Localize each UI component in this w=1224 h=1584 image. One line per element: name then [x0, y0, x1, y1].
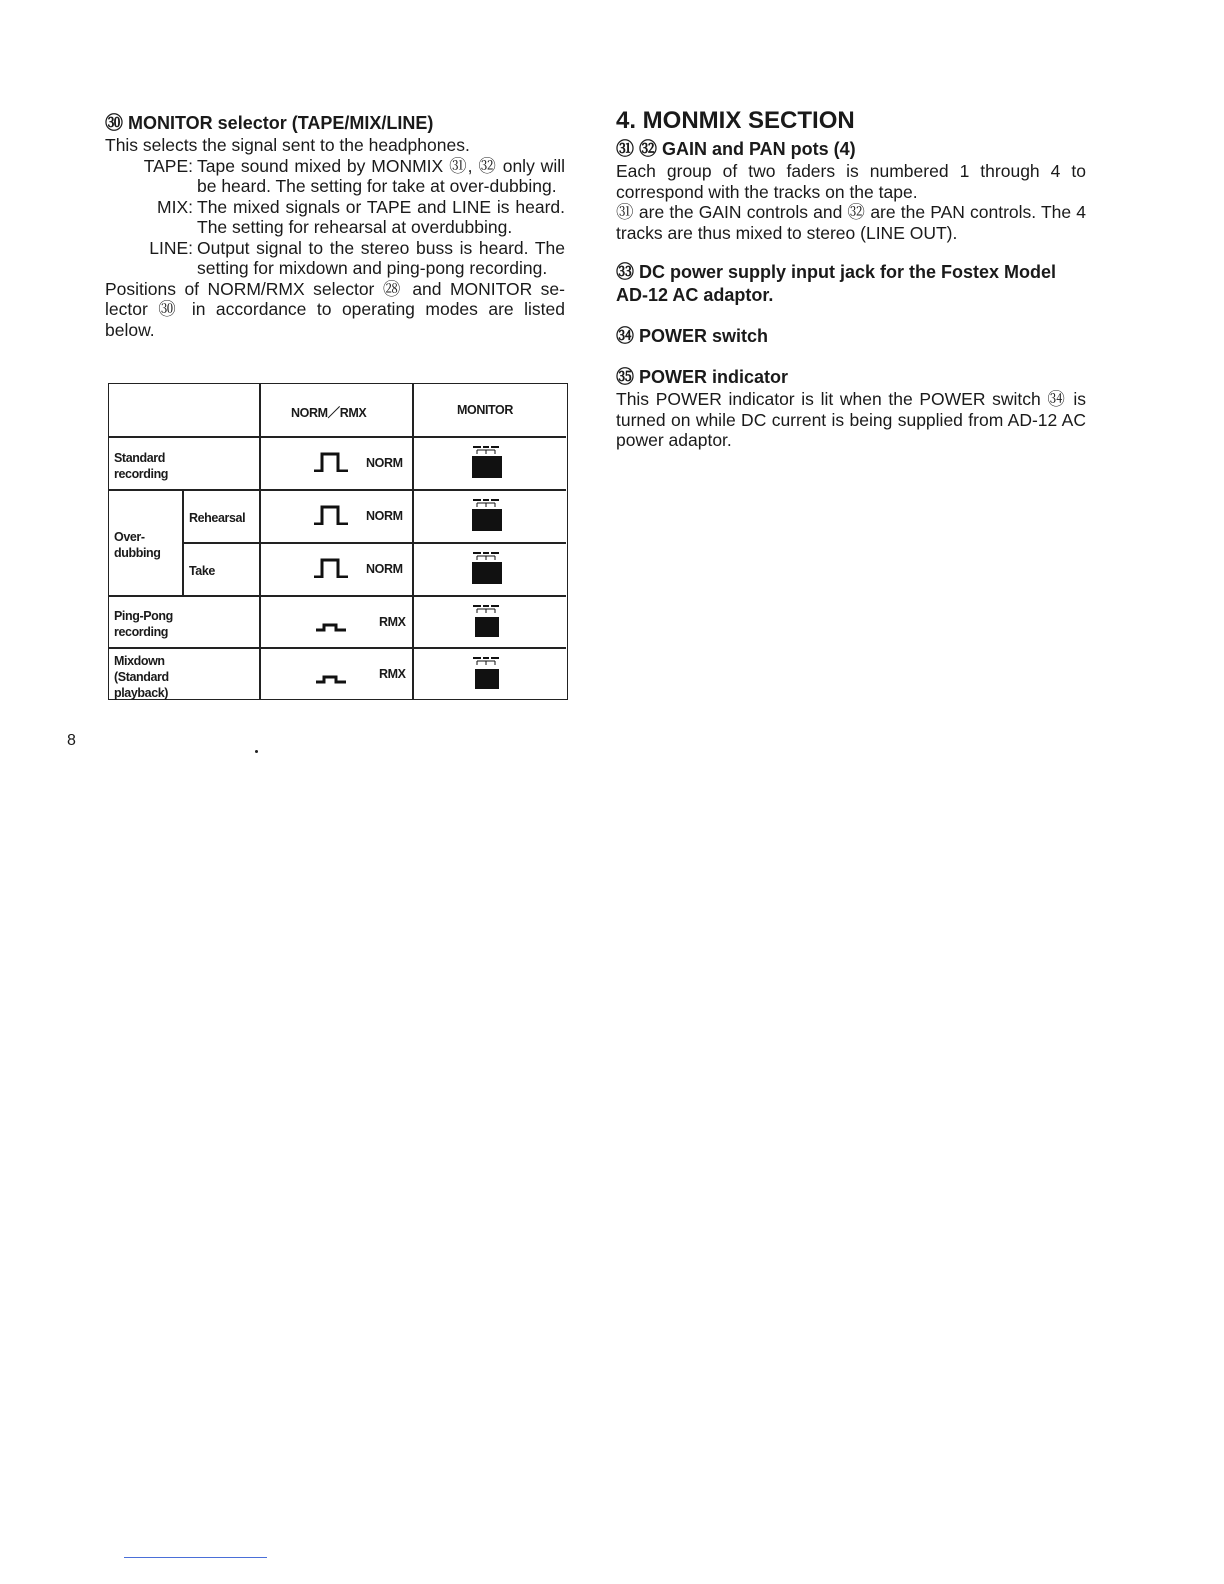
- def-term: LINE:: [149, 237, 193, 258]
- row-group-label: Over-dubbing: [114, 530, 161, 560]
- def-desc: The mixed signals or TAPE and LINE is heard. The setting for rehearsal at overdubbing.: [197, 196, 565, 237]
- rmx-switch-icon: [316, 622, 346, 632]
- monitor-switch-icon: [469, 603, 505, 639]
- def-tape: [105, 156, 565, 197]
- monitor-switch-icon: [469, 550, 505, 586]
- def-term: TAPE:: [143, 155, 193, 176]
- table-divider: [109, 436, 566, 438]
- norm-rmx-value: RMX: [379, 615, 406, 629]
- power-indicator-heading: ㉟ POWER indicator: [616, 367, 789, 387]
- table-divider: [109, 647, 566, 649]
- def-term: MIX:: [157, 196, 193, 217]
- spacer: [616, 243, 1086, 261]
- rmx-switch-icon: [316, 674, 346, 684]
- header-norm-rmx: NORM／RMX: [291, 406, 367, 420]
- power-indicator-text: This POWER indicator is lit when the POWER switch ㉞ is turned on while DC current is being supplied from AD-12 AC power adaptor.: [616, 389, 1086, 450]
- def-line: [105, 238, 565, 279]
- row-label: Take: [189, 564, 215, 578]
- norm-switch-icon: [314, 452, 348, 472]
- norm-switch-icon: [314, 505, 348, 525]
- table-divider: [109, 595, 566, 597]
- footer-rule: [124, 1557, 267, 1558]
- norm-rmx-value: NORM: [366, 456, 403, 470]
- page-number: 8: [67, 732, 76, 749]
- row-label: Mixdown (Standard playback): [114, 654, 169, 700]
- norm-rmx-value: NORM: [366, 509, 403, 523]
- table-divider: [109, 489, 566, 491]
- norm-rmx-value: NORM: [366, 562, 403, 576]
- row-label: Rehearsal: [189, 511, 246, 525]
- dc-jack-heading: ㉝ DC power supply input jack for the Fostex Model AD-12 AC adaptor.: [616, 262, 1057, 305]
- monitor-switch-icon: [469, 497, 505, 533]
- def-mix: [105, 197, 565, 238]
- monitor-switch-icon: [469, 444, 505, 480]
- monitor-switch-icon: [469, 655, 505, 691]
- spacer: [616, 307, 1086, 325]
- monitor-selector-heading: ㉚ MONITOR selector (TAPE/MIX/LINE): [105, 113, 434, 133]
- def-desc: Output signal to the stereo buss is heard. The setting for mixdown and ping-pong recording.: [197, 237, 565, 278]
- def-desc: Tape sound mixed by MONMIX ㉛, ㉜ only will be heard. The setting for take at over-dubbing.: [197, 155, 565, 196]
- row-label: Standard recording: [114, 451, 169, 481]
- row-label: Ping-Pong recording: [114, 609, 173, 639]
- right-column: [616, 106, 1086, 451]
- norm-rmx-value: RMX: [379, 667, 406, 681]
- section-title: 4. MONMIX SECTION: [616, 107, 855, 134]
- monitor-intro: This selects the signal sent to the headphones.: [105, 135, 470, 155]
- speck: [255, 750, 258, 753]
- header-monitor: MONITOR: [457, 403, 513, 417]
- gain-pan-text: Each group of two faders is numbered 1 through 4 to correspond with the tracks on the tape.: [616, 161, 1086, 202]
- table-divider: [182, 542, 566, 544]
- power-switch-heading: ㉞ POWER switch: [616, 326, 769, 346]
- positions-text: Positions of NORM/RMX selector ㉘ and MONITOR se-lector ㉚ in accordance to operating modes are listed below.: [105, 278, 565, 340]
- spacer: [616, 348, 1086, 366]
- left-column: [105, 112, 565, 340]
- norm-switch-icon: [314, 558, 348, 578]
- gain-pan-text-2: ㉛ are the GAIN controls and ㉜ are the PAN controls. The 4 tracks are thus mixed to stereo (LINE OUT).: [616, 202, 1086, 243]
- mode-table: [108, 383, 568, 700]
- gain-pan-heading: ㉛ ㉜ GAIN and PAN pots (4): [616, 139, 856, 159]
